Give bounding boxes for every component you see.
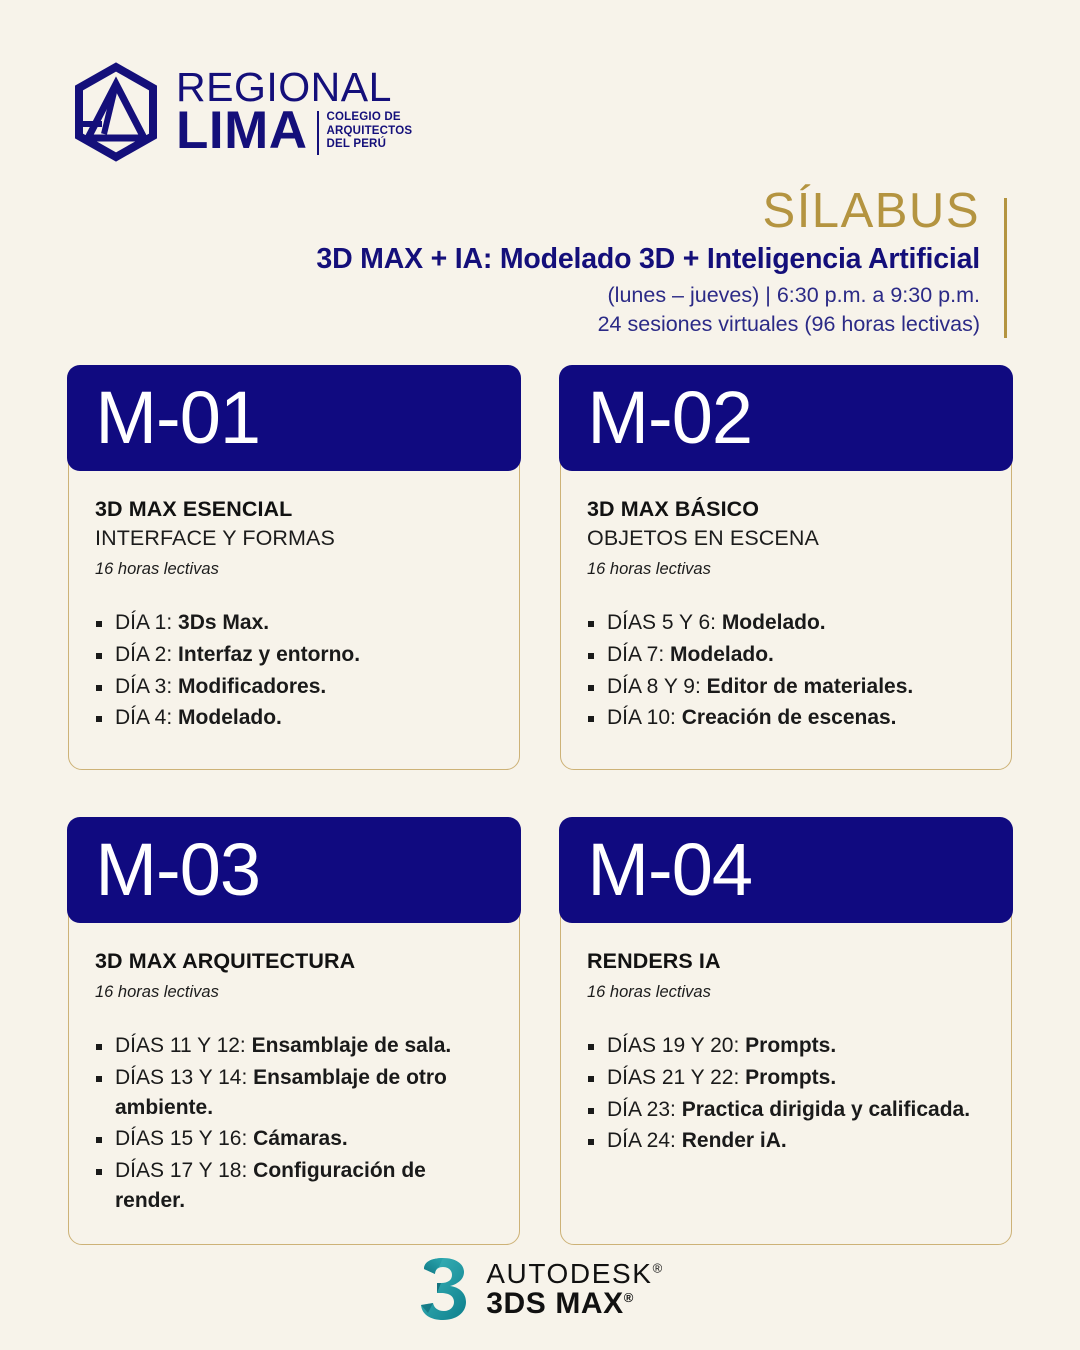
topic-day: DÍAS 19 Y 20: — [607, 1034, 740, 1057]
brand-regional: REGIONAL — [176, 64, 392, 111]
brand-wordmark — [176, 64, 413, 161]
module-hours: 16 horas lectivas — [95, 983, 219, 1002]
topic-item — [95, 1156, 493, 1216]
course-schedule: (lunes – jueves) | 6:30 p.m. a 9:30 p.m. — [607, 283, 980, 308]
modules-grid — [68, 366, 1012, 1245]
autodesk-3-icon — [416, 1256, 472, 1322]
module-subtitle: OBJETOS EN ESCENA — [587, 526, 819, 551]
module-subtitle: INTERFACE Y FORMAS — [95, 526, 335, 551]
topic-item — [95, 608, 493, 638]
brand-subtitle — [317, 111, 413, 155]
module-name: 3D MAX ESENCIAL — [95, 497, 293, 522]
topic-day: DÍAS 21 Y 22: — [607, 1065, 740, 1089]
topic-day: DÍAS 11 Y 12: — [115, 1034, 246, 1057]
topic-item — [587, 1126, 985, 1156]
module-body — [69, 471, 519, 733]
topic-day: DÍA 4: — [115, 706, 173, 730]
topic-item — [95, 703, 493, 733]
module-code: M-03 — [95, 828, 261, 912]
topic-title: Cámaras. — [253, 1127, 348, 1151]
module-code: M-01 — [95, 376, 261, 460]
module-body — [69, 923, 519, 1215]
topic-title: Configuración de render. — [115, 1159, 426, 1213]
module-card — [560, 818, 1012, 1245]
topic-day: DÍAS 15 Y 16: — [115, 1127, 248, 1151]
module-header — [67, 365, 520, 471]
page-title: 3D MAX + IA: Modelado 3D + Inteligencia Artificial — [316, 243, 980, 276]
topic-title: Ensamblaje de sala. — [251, 1034, 452, 1057]
topic-day: DÍA 2: — [115, 642, 173, 666]
topic-item — [95, 1124, 493, 1154]
topic-title: Practica dirigida y calificada. — [681, 1097, 971, 1121]
module-hours: 16 horas lectivas — [95, 560, 219, 579]
module-card — [68, 366, 520, 770]
topic-day: DÍA 23: — [607, 1097, 676, 1121]
module-header — [559, 365, 1012, 471]
registered-mark-icon: ® — [623, 1289, 634, 1305]
topic-title: Modificadores. — [178, 674, 327, 698]
topic-title: 3Ds Max. — [178, 610, 270, 634]
brand-lima: LIMA — [176, 101, 308, 161]
topic-item — [95, 1063, 493, 1123]
autodesk-brand — [486, 1259, 664, 1288]
module-card — [68, 818, 520, 1245]
module-body — [561, 471, 1011, 733]
brand-sub-line-3: DEL PERÚ — [326, 138, 387, 151]
module-topics — [95, 608, 493, 733]
hexagon-triangle-icon — [72, 62, 160, 162]
topic-day: DÍA 7: — [607, 642, 665, 666]
topic-title: Ensamblaje de otro ambiente. — [115, 1065, 447, 1119]
brand-sub-line-1: COLEGIO DE — [326, 111, 401, 124]
module-name: 3D MAX BÁSICO — [587, 497, 760, 522]
topic-item — [95, 1031, 493, 1061]
topic-item — [587, 672, 985, 702]
module-name: 3D MAX ARQUITECTURA — [95, 949, 356, 974]
module-card — [560, 366, 1012, 770]
topic-title: Creación de escenas. — [681, 706, 897, 730]
autodesk-product — [486, 1288, 664, 1319]
topic-day: DÍAS 13 Y 14: — [115, 1065, 248, 1089]
topic-day: DÍA 8 Y 9: — [607, 674, 701, 698]
autodesk-lockup — [0, 1256, 1080, 1322]
module-hours: 16 horas lectivas — [587, 983, 711, 1002]
module-topics — [95, 1031, 493, 1216]
topic-day: DÍA 24: — [607, 1129, 676, 1153]
topic-item — [587, 1063, 985, 1093]
course-meta — [220, 281, 980, 339]
page-eyebrow: SÍLABUS — [762, 184, 980, 238]
topic-title: Modelado. — [670, 642, 774, 666]
module-header — [559, 817, 1012, 923]
topic-day: DÍA 10: — [607, 706, 676, 730]
autodesk-brand-text: AUTODESK — [486, 1257, 653, 1289]
module-body — [561, 923, 1011, 1156]
topic-title: Render iA. — [681, 1129, 787, 1153]
brand-sub-line-2: ARQUITECTOS — [326, 124, 413, 137]
module-topics — [587, 1031, 985, 1156]
autodesk-product-text: 3DS MAX — [486, 1286, 624, 1320]
topic-title: Prompts. — [745, 1034, 837, 1057]
topic-title: Editor de materiales. — [706, 674, 914, 698]
topic-title: Interfaz y entorno. — [178, 642, 361, 666]
module-topics — [587, 608, 985, 733]
topic-title: Prompts. — [745, 1065, 837, 1089]
topic-item — [587, 1095, 985, 1125]
module-code: M-04 — [587, 828, 753, 912]
module-name: RENDERS IA — [587, 949, 721, 974]
topic-title: Modelado. — [178, 706, 282, 730]
title-block — [220, 186, 980, 339]
module-hours: 16 horas lectivas — [587, 560, 711, 579]
topic-day: DÍAS 17 Y 18: — [115, 1159, 248, 1183]
topic-item — [95, 672, 493, 702]
module-code: M-02 — [587, 376, 753, 460]
topic-day: DÍA 1: — [115, 610, 173, 634]
topic-item — [587, 608, 985, 638]
topic-day: DÍA 3: — [115, 674, 173, 698]
topic-item — [587, 640, 985, 670]
autodesk-wordmark — [486, 1259, 664, 1319]
topic-title: Modelado. — [721, 610, 826, 634]
registered-mark-icon: ® — [652, 1260, 664, 1276]
topic-item — [95, 640, 493, 670]
topic-day: DÍAS 5 Y 6: — [607, 610, 716, 634]
course-sessions: 24 sesiones virtuales (96 horas lectivas) — [597, 312, 980, 337]
topic-item — [587, 1031, 985, 1061]
brand-lockup — [72, 62, 412, 162]
title-accent-rule — [1004, 198, 1007, 338]
module-header — [67, 817, 520, 923]
topic-item — [587, 703, 985, 733]
